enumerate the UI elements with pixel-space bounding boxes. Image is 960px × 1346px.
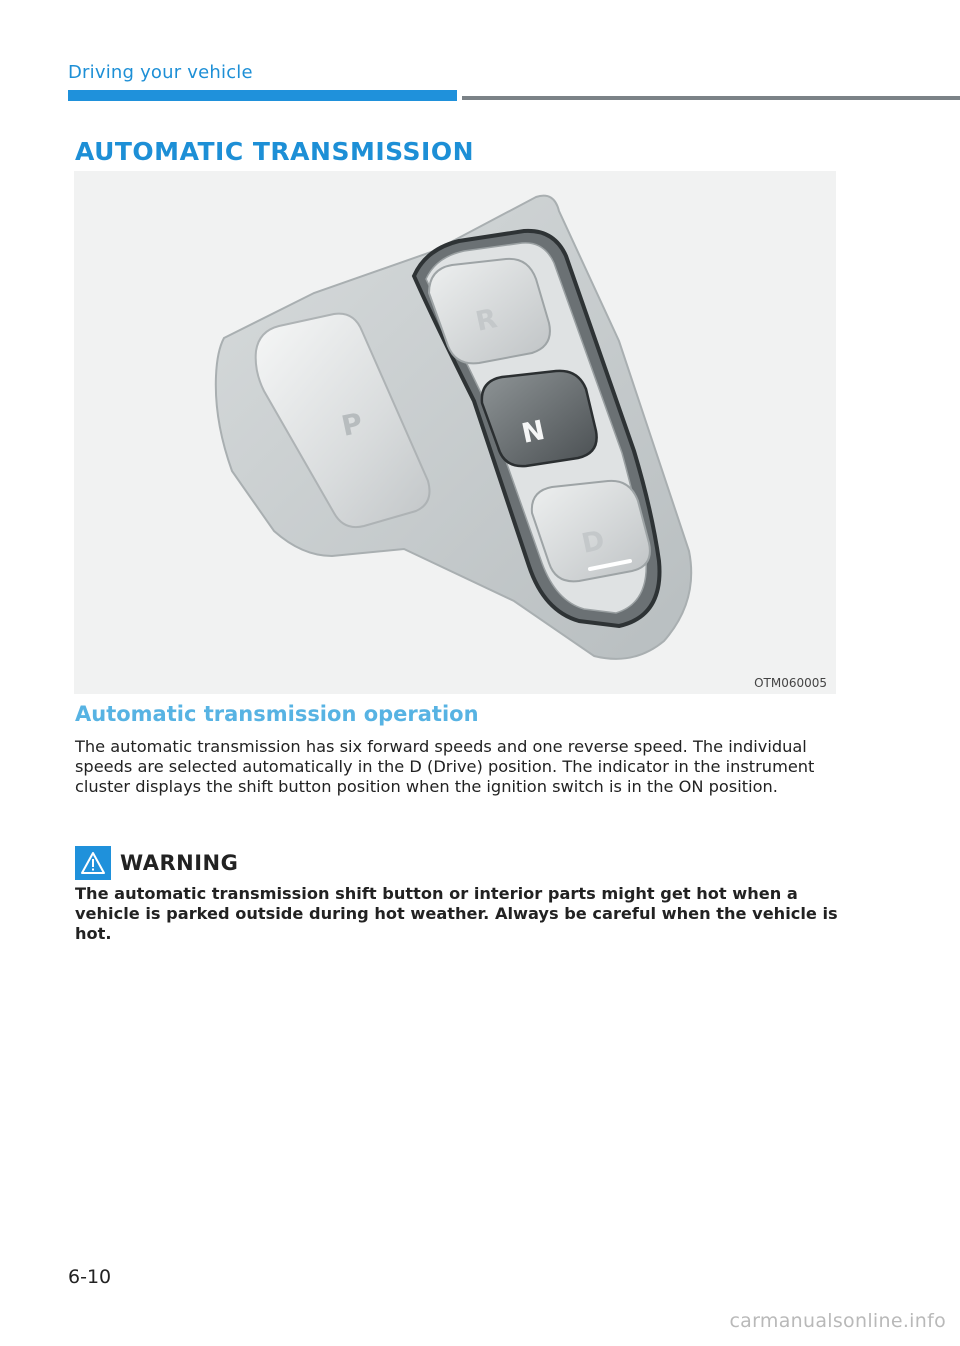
section-header: Driving your vehicle (68, 62, 253, 83)
label-n: N (519, 414, 548, 450)
page-number: 6-10 (68, 1266, 112, 1288)
body-paragraph: The automatic transmission has six forward speeds and one reverse speed. The individual speeds are selected automatically in the D (Drive) position. The indicator in the instrument cluster displays the shift button position when the ignition switch is in the ON position. (75, 737, 815, 796)
label-r: R (473, 303, 500, 338)
header-rule-accent (68, 90, 457, 101)
subsection-title: Automatic transmission operation (75, 702, 479, 726)
label-p: P (338, 406, 366, 443)
page-title: AUTOMATIC TRANSMISSION (75, 137, 475, 166)
figure-code: OTM060005 (754, 676, 827, 690)
label-d: D (579, 524, 608, 560)
watermark: carmanualsonline.info (729, 1310, 946, 1332)
shift-console-drawing (74, 171, 836, 694)
warning-header (75, 846, 238, 880)
shift-button-illustration (74, 171, 836, 694)
warning-triangle-icon (75, 846, 111, 880)
header-rule-gray (462, 96, 960, 100)
warning-text: The automatic transmission shift button or interior parts might get hot when a vehicle is parked outside during hot weather. Always be careful when the vehicle is hot. (75, 884, 838, 943)
warning-label: WARNING (120, 851, 239, 875)
